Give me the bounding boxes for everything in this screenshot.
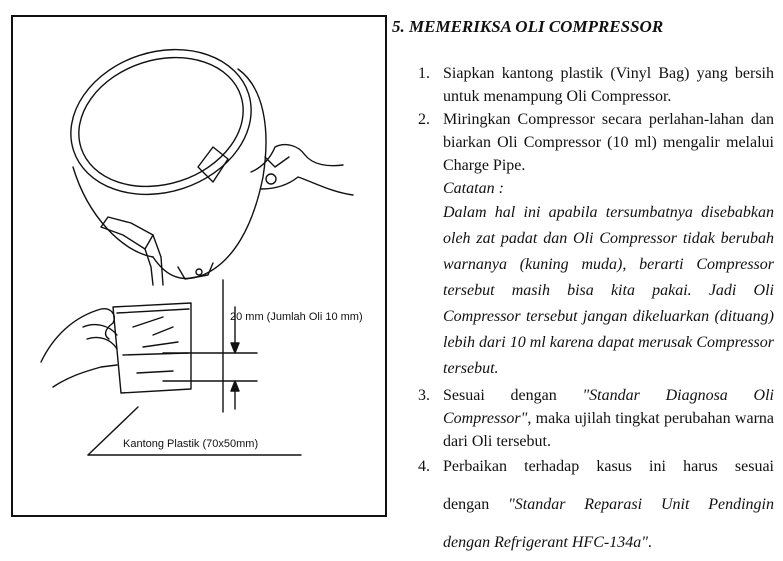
step-text-line: Perbaikan terhadap kasus ini harus sesuai [443, 458, 774, 475]
instruction-list [418, 62, 774, 554]
list-item-step-3 [418, 384, 774, 453]
compressor-drawing [52, 27, 353, 285]
section-heading: 5. MEMERIKSA OLI COMPRESSOR [392, 17, 664, 36]
list-item-step-1 [418, 62, 774, 108]
step-text: Miringkan Compressor secara perlahan-lahan dan biarkan Oli Compressor (10 ml) mengalir melalui Charge Pipe. [443, 111, 774, 174]
step-number: 4. [418, 458, 430, 475]
step-text-line [443, 493, 774, 516]
step-text: Siapkan kantong plastik (Vinyl Bag) yang bersih untuk menampung Oli Compressor. [443, 65, 774, 105]
step-text-line [443, 531, 774, 554]
plastic-bag-drawing [41, 303, 191, 393]
oil-measure-label: 20 mm (Jumlah Oli 10 mm) [230, 311, 363, 323]
measurement-guides [163, 280, 257, 412]
compressor-oil-drain-illustration [13, 17, 389, 519]
step-text [443, 384, 774, 453]
step-text-part: Sesuai dengan [443, 387, 583, 404]
step-text-part: , maka ujilah tingkat perubahan warna dari Oli tersebut. [443, 410, 774, 450]
step-number: 2. [418, 111, 430, 128]
step-number: 1. [418, 65, 430, 82]
standard-reference: "Standar Diagnosa Oli Compressor" [443, 387, 774, 427]
note-title: Catatan : [443, 180, 504, 197]
standard-reference: dengan Refrigerant HFC-134a" [443, 534, 648, 551]
note-body: Dalam hal ini apabila tersumbatnya disebabkan oleh zat padat dan Oli Compressor tidak berubah warnanya (kuning muda), berarti Compressor tersebut masih bisa kita pakai. Jadi Oli Compressor tersebut jangan dikeluarkan (dituang) lebih dari 10 ml karena dapat merusak Compressor tersebut. [443, 204, 774, 377]
list-item-step-4 [418, 455, 774, 554]
step-text-part: . [647, 534, 652, 551]
illustration-frame [11, 15, 387, 517]
standard-reference: "Standar Reparasi Unit Pendingin [508, 496, 775, 513]
plastic-bag-label: Kantong Plastik (70x50mm) [123, 438, 259, 450]
step-text-part: dengan [443, 496, 509, 513]
step-number: 3. [418, 387, 430, 404]
list-item-step-2 [418, 108, 774, 382]
